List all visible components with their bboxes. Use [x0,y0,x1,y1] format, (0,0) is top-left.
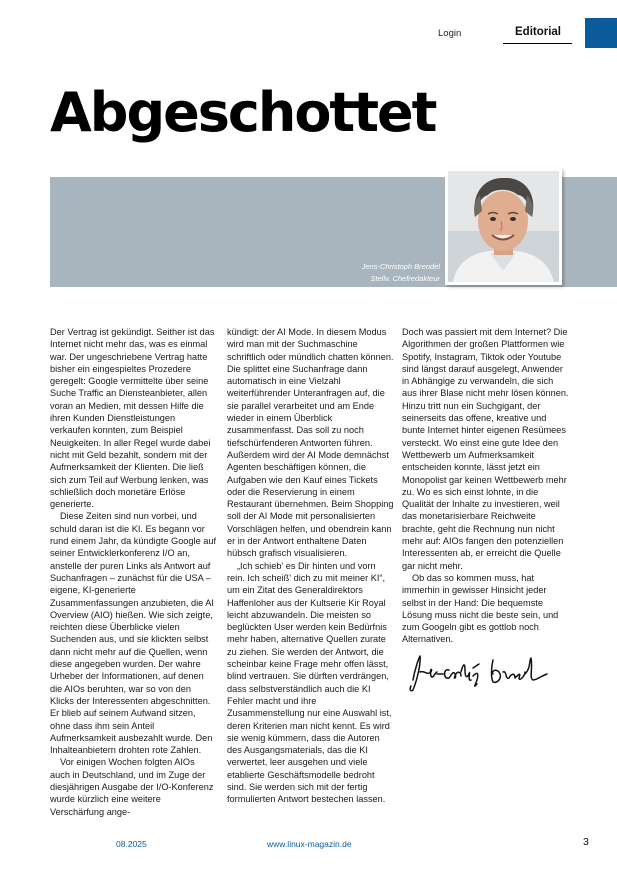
photo-caption-name: Jens-Christoph Brendel [361,262,440,271]
paragraph: „Ich schieb' es Dir hinten und vorn rein. Ich scheiß' dich zu mit meiner KI“, um ein Zitat des Generaldirektors Haffenloher aus der Kultserie Kir Royal leicht abzuwandeln. Die meisten so beglückten User werden kein Bedürfnis mehr haben, alternative Quellen zurate zu ziehen. Sie werden der Antwort, die scheinbar keine Frage mehr offen lässt, blind vertrauen. Sie dürften verdrängen, dass selbstverständlich auch die KI Fehler macht und ihre Zusammenstellung nur eine Auswahl ist, deren Kriterien man nicht kennt. Es wird sie wenig kümmern, dass die Autoren des Ausgangsmaterials, das die KI verwertet, leer ausgehen und viele etablierte Geschäftsmodelle bedroht sind. Sie werden sich mit der fertig formulierten Antwort bestechen lassen. [227,560,392,805]
paragraph: Ob das so kommen muss, hat immerhin in gewisser Hinsicht jeder selbst in der Hand: Die bequemste Lösung muss nicht die beste sein, und zum Googeln gibt es gottlob noch Alternativen. [402,572,559,645]
section-label: Editorial [515,26,562,38]
section-underline [503,43,572,44]
article-column-2 [227,326,395,806]
page-number: 3 [583,836,589,848]
author-signature [407,650,557,694]
magazine-url[interactable]: www.linux-magazin.de [267,839,352,849]
author-photo [445,168,562,285]
page-title: Abgeschottet [50,81,436,144]
section-color-tab [585,18,617,48]
paragraph: Diese Zeiten sind nun vorbei, und schuld daran ist die KI. Es begann vor rund einem Jahr, da kündigte Google auf seiner Entwicklerkonferenz I/O an, anstelle der puren Links als Antwort auf Suchanfragen – zunächst für die USA – eigene, KI-generierte Zusammenfassungen anzubieten, die AI Overview (AIO) hießen. Wie sich zeigte, reichten diese Überblicke vielen Suchenden aus, und sie klickten selbst dann nicht mehr auf die Quellen, wenn diese angegeben wurden. Der wahre Urheber der Informationen, auf denen die AIOs beruhten, war so von den Klicks der Interessenten abgeschnitten. Er blieb auf seinem Aufwand sitzen, ohne dass ihm sein Anteil Aufmerksamkeit ausbezahlt wurde. Den Inhalteanbietern drohten rote Zahlen. [50,511,216,756]
article-column-1 [50,326,217,818]
photo-caption-role: Stellv. Chefredakteur [370,274,440,283]
article-column-3 [402,326,570,646]
paragraph: kündigt: der AI Mode. In diesem Modus wird man mit der Suchmaschine schriftlich oder mündlich chatten können. Die splittet eine Suchanfrage dann automatisch in eine Vielzahl weiterführender Unteranfragen auf, die sie parallel verarbeitet und am Ende wieder in einem Überblick zusammenfasst. Das soll zu noch tiefschürfenderen Antworten führen. Außerdem wird der AI Mode demnächst Agenten beschäftigen können, die Aufgaben wie den Kauf eines Tickets oder die Reservierung in einem Restaurant übernehmen. Beim Shopping soll der AI Mode mit personalisierten Vorschlägen helfen, und obendrein kann er in der Antwort enthaltene Daten hübsch grafisch visualisieren. [227,327,394,559]
issue-date: 08.2025 [116,839,147,849]
paragraph: Vor einigen Wochen folgten AIOs auch in Deutschland, und im Zuge der diesjährigen Ausgabe der I/O-Konferenz wurde kürzlich eine weitere Verschärfung ange- [50,757,214,817]
author-portrait-icon [448,171,559,282]
login-link[interactable]: Login [438,28,462,39]
paragraph: Der Vertrag ist gekündigt. Seither ist das Internet nicht mehr das, was es einmal war. Der ungeschriebene Vertrag hatte bisher ein eingespieltes Prozedere geregelt: Google vermittelte über seine Suche Traffic an Diensteanbieter, allen voran an Medien, mit dessen Hilfe die ihren Kunden Dienstleistungen verkaufen konnten, zum Beispiel Neuigkeiten. In aller Regel wurde dabei nicht mit Geld bezahlt, sondern mit der Aufmerksamkeit der Klienten. Die ließ sich zum Teil auf Werbung lenken, was schließlich doch monetäre Erlöse generierte. [50,327,215,510]
paragraph: Doch was passiert mit dem Internet? Die Algorithmen der großen Plattformen wie Spotify, Instagram, Tiktok oder Youtube sind längst darauf ausgelegt, Anwender in Abhängige zu verwandeln, die sich aus ihrer Blase nicht mehr lösen können. Hinzu tritt nun ein Suchgigant, der seinerseits das offene, kreative und bunte Internet hinter eigenen Resümees versteckt. Wo einst eine gute Idee den Wettbewerb um Aufmerksamkeit entscheiden konnte, lässt jetzt ein Monopolist gar keinen Wettbewerb mehr zu. Wo es sich einst lohnte, in die Qualität der Inhalte zu investieren, weil das monetarisierbare Reichweite brachte, geht die Rechnung nun nicht mehr auf: AIOs fangen den potenziellen Interessenten ab, er erreicht die Quelle gar nicht mehr. [402,327,569,571]
